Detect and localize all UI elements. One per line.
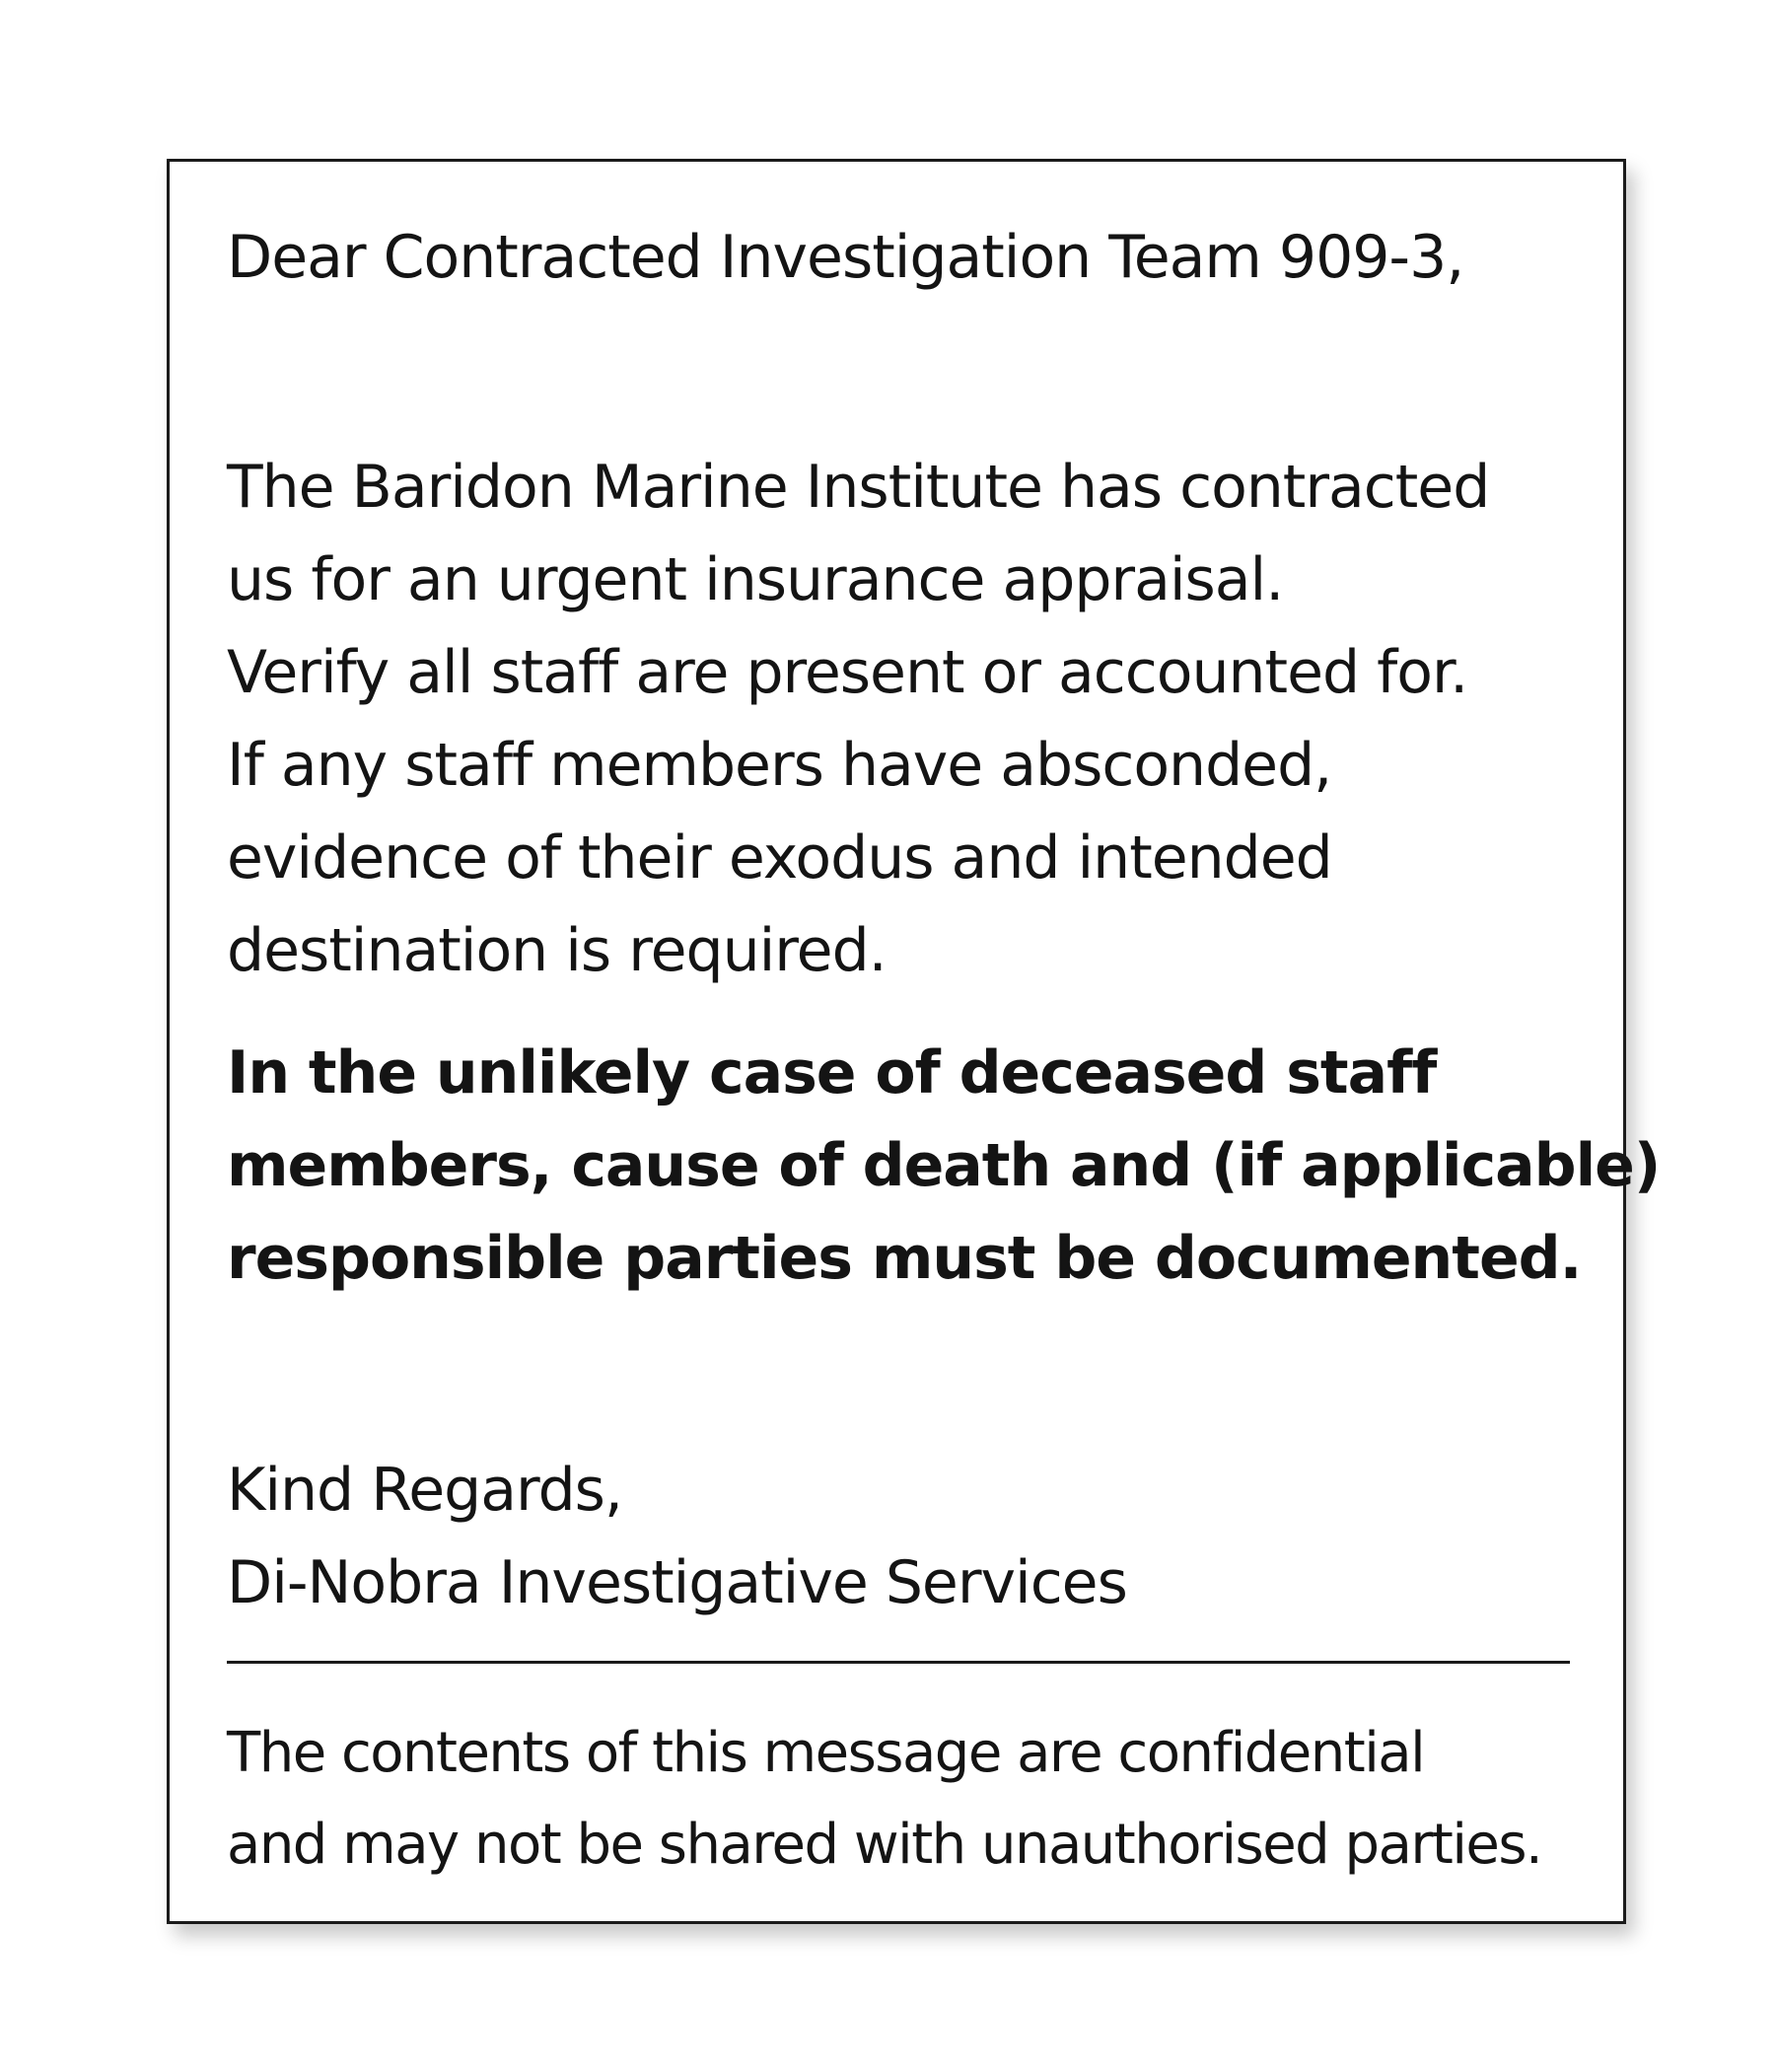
divider: [227, 1661, 1570, 1664]
letter-greeting: Dear Contracted Investigation Team 909-3,: [227, 223, 1464, 292]
body-line: us for an urgent insurance appraisal.: [227, 545, 1284, 614]
confidentiality-notice: [227, 1707, 1541, 1891]
body-line: Verify all staff are present or accounted for.: [227, 638, 1468, 707]
body-line: evidence of their exodus and intended: [227, 823, 1332, 893]
letter-body: [227, 441, 1489, 997]
body-line: destination is required.: [227, 916, 887, 985]
letter-bold-instruction: [227, 1027, 1660, 1305]
body-line: The Baridon Marine Institute has contracted: [227, 453, 1490, 522]
letter-signoff: [227, 1444, 1127, 1629]
bold-line: responsible parties must be documented.: [227, 1224, 1582, 1293]
sender-name: Di-Nobra Investigative Services: [227, 1548, 1127, 1617]
notice-line: The contents of this message are confidential: [227, 1721, 1425, 1785]
bold-line: members, cause of death and (if applicable): [227, 1131, 1661, 1200]
closing-text: Kind Regards,: [227, 1456, 622, 1525]
body-line: If any staff members have absconded,: [227, 731, 1332, 800]
bold-line: In the unlikely case of deceased staff: [227, 1038, 1437, 1107]
notice-line: and may not be shared with unauthorised parties.: [227, 1813, 1542, 1877]
letter-card: [167, 159, 1661, 1924]
